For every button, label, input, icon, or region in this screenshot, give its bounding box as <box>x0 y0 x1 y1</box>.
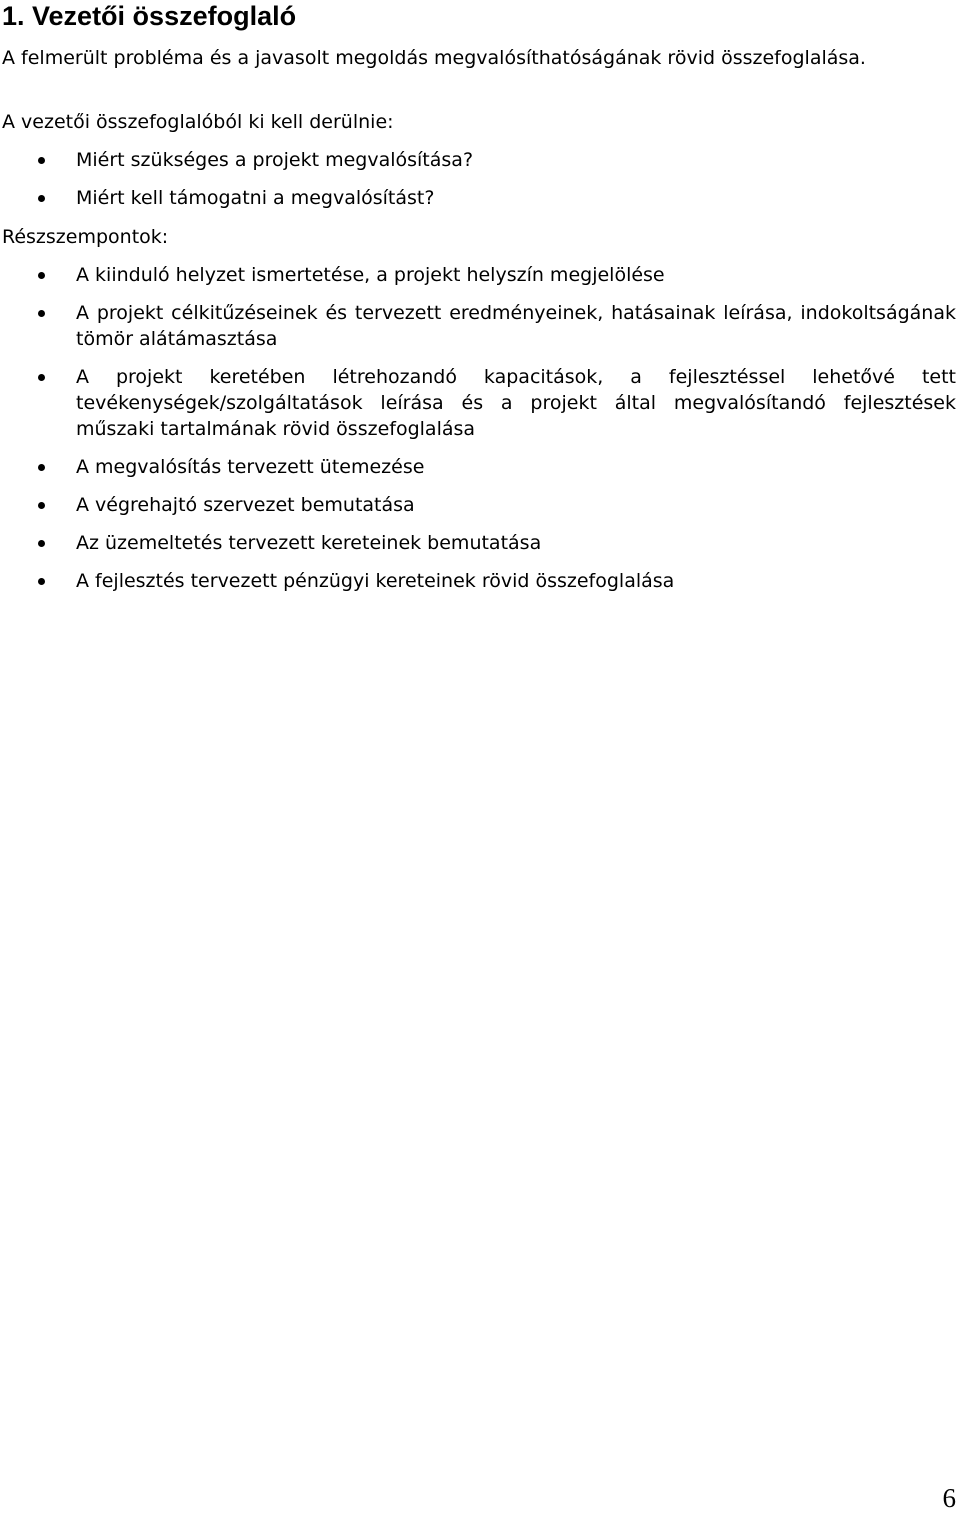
list-item <box>0 492 956 518</box>
lead-paragraph: A vezetői összefoglalóból ki kell derülnie: <box>2 111 394 133</box>
list-item-text: A végrehajtó szervezet bemutatása <box>76 494 415 516</box>
list-item-text: A megvalósítás tervezett ütemezése <box>76 456 425 478</box>
intro-paragraph: A felmerült probléma és a javasolt megoldás megvalósíthatóságának rövid összefoglalása. <box>2 47 866 69</box>
section-heading: 1. Vezetői összefoglaló <box>2 1 297 31</box>
list-item-text: Miért szükséges a projekt megvalósítása? <box>76 149 474 171</box>
bullet-icon <box>38 578 45 585</box>
bullet-icon <box>38 272 45 279</box>
bullet-icon <box>38 195 45 202</box>
why-list <box>0 147 956 223</box>
list-item <box>0 568 956 594</box>
list-item <box>0 364 956 442</box>
list-item-text: A kiinduló helyzet ismertetése, a projekt helyszín megjelölése <box>76 264 665 286</box>
bullet-icon <box>38 157 45 164</box>
bullet-icon <box>38 540 45 547</box>
bullet-icon <box>38 374 45 381</box>
page-number: 6 <box>942 1483 956 1513</box>
bullet-icon <box>38 464 45 471</box>
list-item <box>0 262 956 288</box>
list-item-text: A projekt célkitűzéseinek és tervezett eredményeinek, hatásainak leírása, indokoltságának tömör alátámasztása <box>76 302 956 350</box>
list-item <box>0 530 956 556</box>
subpoints-label: Részszempontok: <box>2 226 169 248</box>
list-item <box>0 300 956 352</box>
list-item-text: Az üzemeltetés tervezett kereteinek bemutatása <box>76 532 542 554</box>
list-item <box>0 454 956 480</box>
list-item-text: Miért kell támogatni a megvalósítást? <box>76 187 435 209</box>
bullet-icon <box>38 310 45 317</box>
subpoints-list <box>0 262 956 606</box>
list-item-text: A fejlesztés tervezett pénzügyi kereteinek rövid összefoglalása <box>76 570 675 592</box>
bullet-icon <box>38 502 45 509</box>
list-item <box>0 185 956 211</box>
list-item-text: A projekt keretében létrehozandó kapacitások, a fejlesztéssel lehetővé tett tevékenységek/szolgáltatások leírása és a projekt által megvalósítandó fejlesztések műszaki tartalmának rövid összefoglalása <box>76 366 956 440</box>
list-item <box>0 147 956 173</box>
